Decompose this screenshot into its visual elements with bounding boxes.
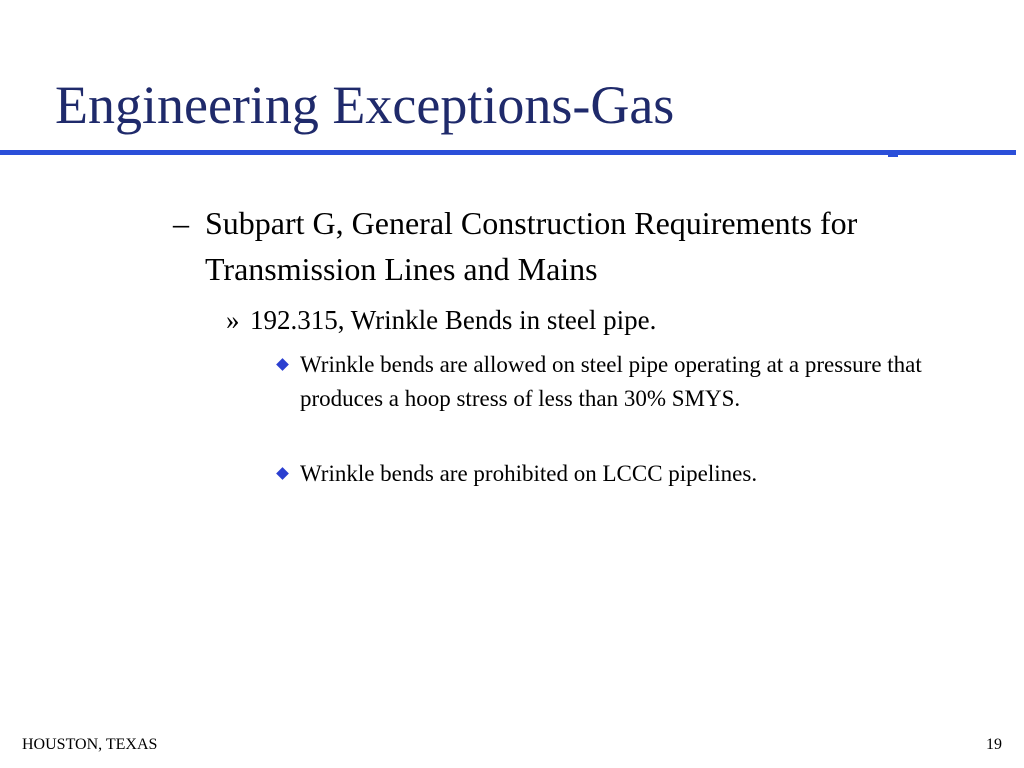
footer-location: HOUSTON, TEXAS [22,736,158,753]
diamond-bullet-icon [276,358,289,371]
footer-page-number: 19 [986,736,1002,753]
title-rule-accent-tick [888,155,898,157]
title-underline-rule [0,150,1016,155]
guillemet-bullet-marker: » [226,305,240,335]
dash-bullet-marker: – [173,205,189,241]
bullet-level2 [226,302,986,338]
bullet-level2-text: 192.315, Wrinkle Bends in steel pipe. [250,305,657,335]
bullet-level3-text: Wrinkle bends are prohibited on LCCC pipelines. [300,461,758,486]
diamond-bullet-icon [276,467,289,480]
bullet-level1 [173,200,973,292]
bullet-level1-text: Subpart G, General Construction Requirements for Transmission Lines and Mains [205,205,858,287]
bullet-level3-item [277,348,937,416]
slide-title: Engineering Exceptions-Gas [55,75,675,135]
bullet-level3-text: Wrinkle bends are allowed on steel pipe operating at a pressure that produces a hoop stress of less than 30% SMYS. [300,352,922,411]
bullet-level3-item [277,457,937,491]
